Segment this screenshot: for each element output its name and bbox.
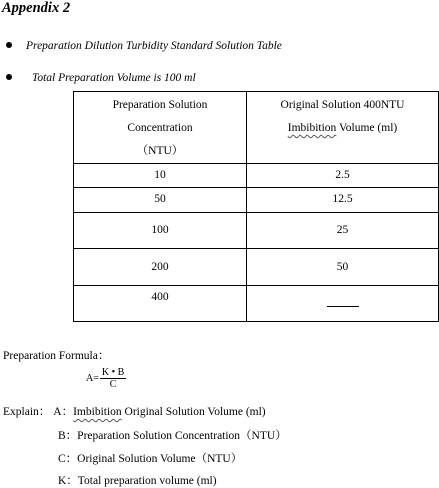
- bullet-item: [6, 40, 282, 52]
- cell-volume: 50: [247, 249, 439, 286]
- table-row: [74, 164, 439, 188]
- bullet-icon: [6, 74, 12, 80]
- explain-line-k: K：Total preparation volume (ml): [58, 475, 217, 487]
- formula-label: Preparation Formula：: [3, 350, 110, 362]
- dilution-table: [73, 91, 439, 322]
- formula-fraction: [100, 367, 126, 390]
- table-row: [74, 188, 439, 213]
- bullet-icon: [6, 42, 12, 48]
- header-line-rest: Volume (ml): [336, 122, 398, 134]
- explain-label: Explain：: [3, 406, 51, 418]
- header-concentration: [74, 92, 247, 164]
- header-line: [247, 117, 438, 140]
- formula: [86, 367, 126, 390]
- explain-line-a: [3, 403, 266, 419]
- cell-volume: 2.5: [247, 164, 439, 188]
- cell-concentration: 50: [74, 188, 247, 213]
- explain-a-wavy-word: Imbibition: [73, 406, 122, 418]
- bullet-text: Preparation Dilution Turbidity Standard Solution Table: [26, 40, 282, 52]
- bullet-item: [6, 72, 196, 84]
- header-wavy-word: Imbibition: [287, 122, 337, 134]
- cell-concentration: 200: [74, 249, 247, 286]
- header-line: Original Solution 400NTU: [280, 99, 405, 111]
- formula-lhs: A=: [86, 373, 99, 384]
- formula-numerator: K • B: [101, 367, 125, 378]
- bullet-text: Total Preparation Volume is 100 ml: [32, 72, 196, 84]
- table-row: [74, 286, 439, 322]
- table-header-row: [74, 92, 439, 164]
- table-row: [74, 249, 439, 286]
- header-line: Concentration: [127, 122, 193, 134]
- cell-concentration: 10: [74, 164, 247, 188]
- header-line: Preparation Solution: [112, 99, 208, 111]
- cell-concentration: 100: [74, 213, 247, 249]
- explain-line-c: C：Original Solution Volume（NTU）: [58, 453, 243, 465]
- explain-line-b: B：Preparation Solution Concentration（NTU）: [58, 430, 287, 442]
- explain-a-rest: Original Solution Volume (ml): [121, 406, 266, 418]
- header-volume: [247, 92, 439, 164]
- header-line: （NTU）: [136, 145, 184, 157]
- cell-volume: 25: [247, 213, 439, 249]
- cell-volume: 12.5: [247, 188, 439, 213]
- cell-volume-blank: [247, 286, 439, 322]
- table-row: [74, 213, 439, 249]
- explain-a-prefix: A：: [53, 406, 74, 418]
- formula-denominator: C: [109, 379, 117, 390]
- cell-concentration: 400: [74, 286, 247, 322]
- page-heading: Appendix 2: [2, 0, 71, 16]
- blank-line: [327, 306, 359, 307]
